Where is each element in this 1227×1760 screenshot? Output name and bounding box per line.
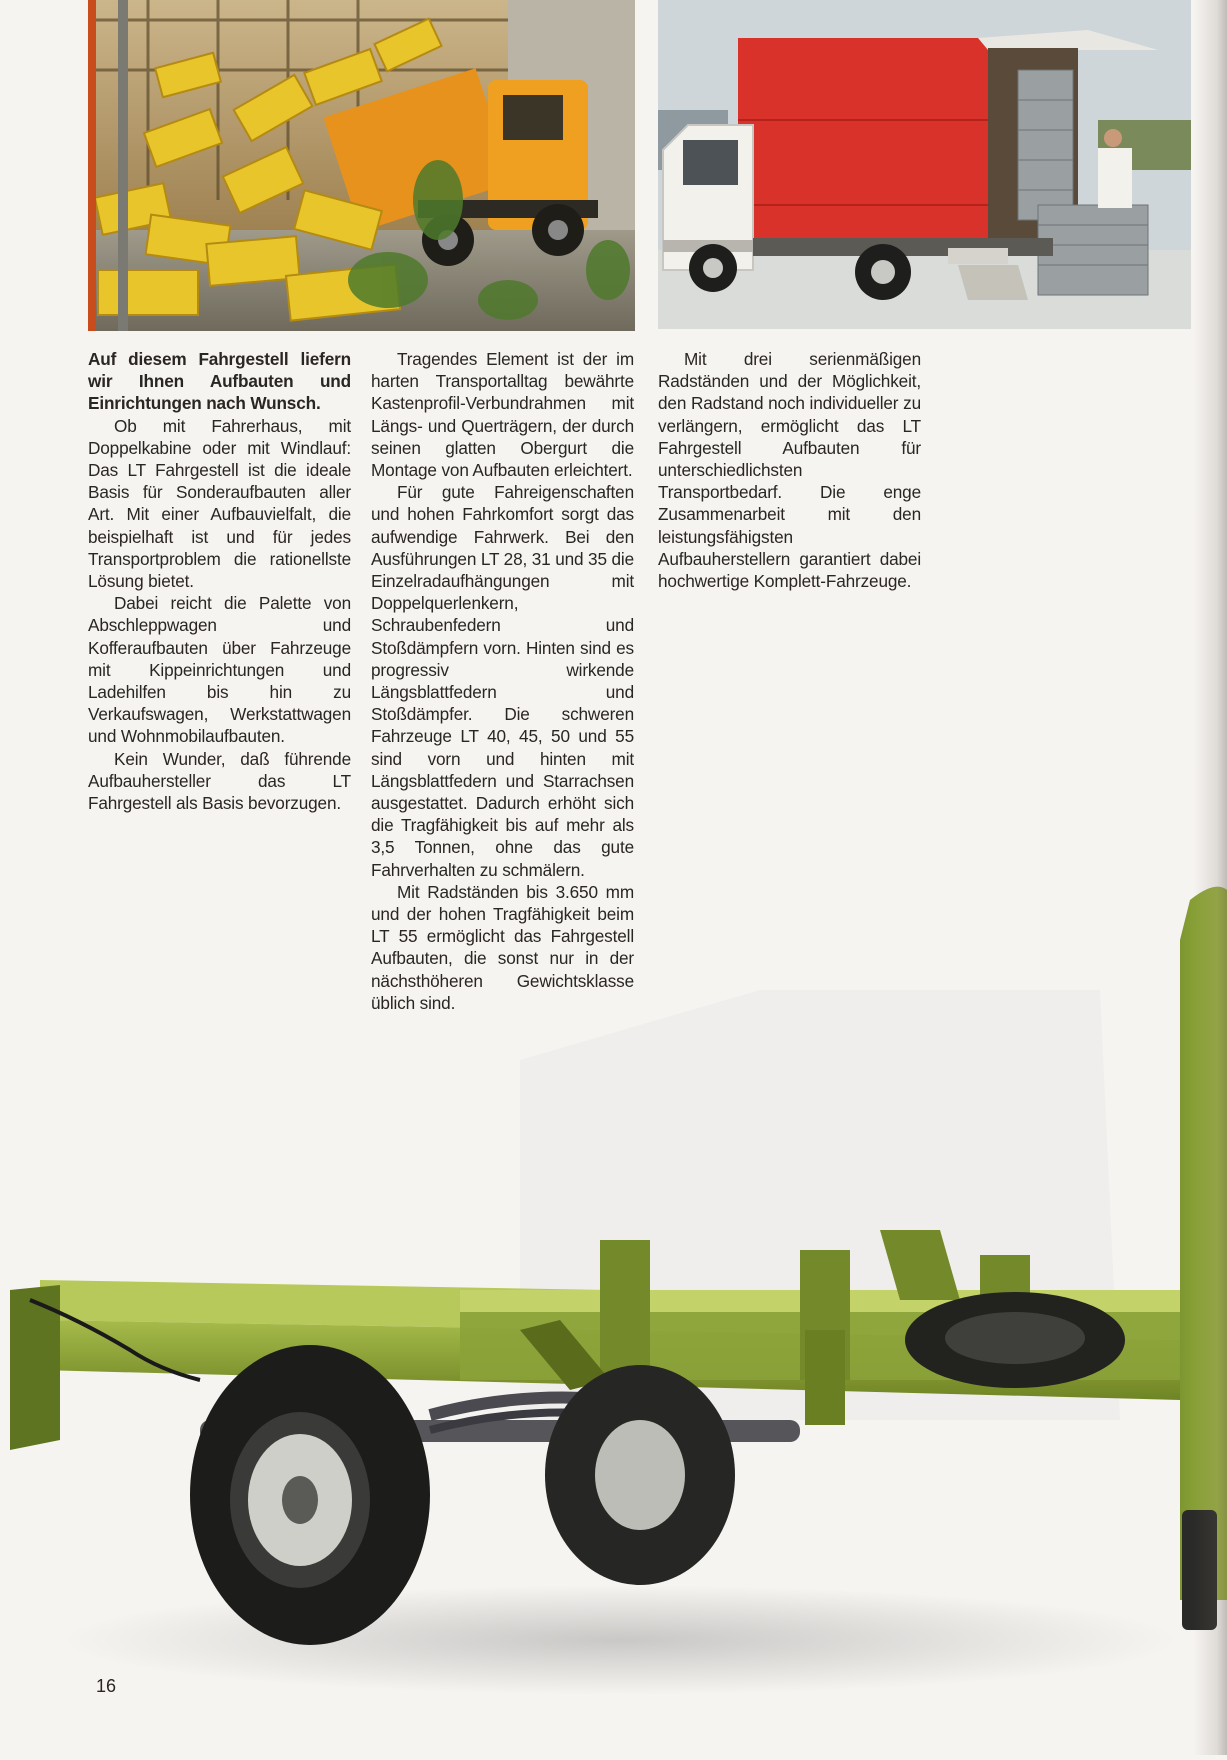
paragraph: Tragendes Element ist der im harten Transportalltag bewährte Kastenprofil-Verbundrahmen mit Längs- und Querträgern, der durch seinen glatten Obergurt die Montage von Aufbauten erleichtert. <box>371 349 634 481</box>
paragraph: Mit Radständen bis 3.650 mm und der hohen Tragfähigkeit beim LT 55 ermöglicht das Fahrgestell Aufbauten, die sonst nur in der nächsthöheren Gewichtsklasse üblich sind. <box>371 881 634 1013</box>
paragraph: Für gute Fahreigenschaften und hohen Fahrkomfort sorgt das aufwendige Fahrwerk. Bei den Ausführungen LT 28, 31 und 35 die Einzelradaufhängungen mit Doppelquerlenkern, Schraubenfedern und Stoßdämpfern vorn. Hinten sind es progressiv wirkende Längsblattfedern und Stoßdämpfer. Die schweren Fahrzeuge LT 40, 45, 50 und 55 sind vorn und hinten mit Längsblattfedern und Starrachsen ausgestattet. Dadurch erhöht sich die Tragfähigkeit bis auf mehr als 3,5 Tonnen, ohne das gute Fahrverhalten zu schmälern. <box>371 482 634 880</box>
text-column-3 <box>658 348 921 592</box>
section-headline: Auf diesem Fahrgestell liefern wir Ihnen Aufbauten und Einrichtungen nach Wunsch. <box>88 349 351 414</box>
photo-red-box-truck <box>658 0 1191 329</box>
paragraph: Kein Wunder, daß führende Aufbauhersteller das LT Fahrgestell als Basis bevorzugen. <box>88 748 351 814</box>
photo-orange-tipper <box>88 0 635 331</box>
text-column-1 <box>88 348 351 814</box>
photo-orange-tipper-illustration <box>88 0 635 331</box>
page-number: 16 <box>96 1676 117 1696</box>
paragraph: Mit drei serienmäßigen Radständen und der Möglichkeit, den Radstand noch individueller zu verlängern, ermöglicht das LT Fahrgestell Aufbauten für unterschiedlichsten Transportbedarf. Die enge Zusammenarbeit mit den leistungsfähigsten Aufbauherstellern garantiert dabei hochwertige Komplett-Fahrzeuge. <box>658 349 921 592</box>
paragraph: Ob mit Fahrerhaus, mit Doppelkabine oder mit Windlauf: Das LT Fahrgestell ist die ideale Basis für Sonderaufbauten aller Art. Mit einer Aufbauvielfalt, die beispielhaft ist und für jedes Transportproblem die rationellste Lösung bietet. <box>88 415 351 592</box>
photo-green-chassis <box>0 860 1227 1755</box>
page-edge-shadow <box>1193 0 1227 1755</box>
photo-red-box-truck-illustration <box>658 0 1191 329</box>
chassis-illustration <box>0 860 1227 1755</box>
paragraph: Dabei reicht die Palette von Abschleppwagen und Kofferaufbauten über Fahrzeuge mit Kippeinrichtungen und Ladehilfen bis hin zu Verkaufswagen, Werkstattwagen und Wohnmobilaufbauten. <box>88 593 351 747</box>
